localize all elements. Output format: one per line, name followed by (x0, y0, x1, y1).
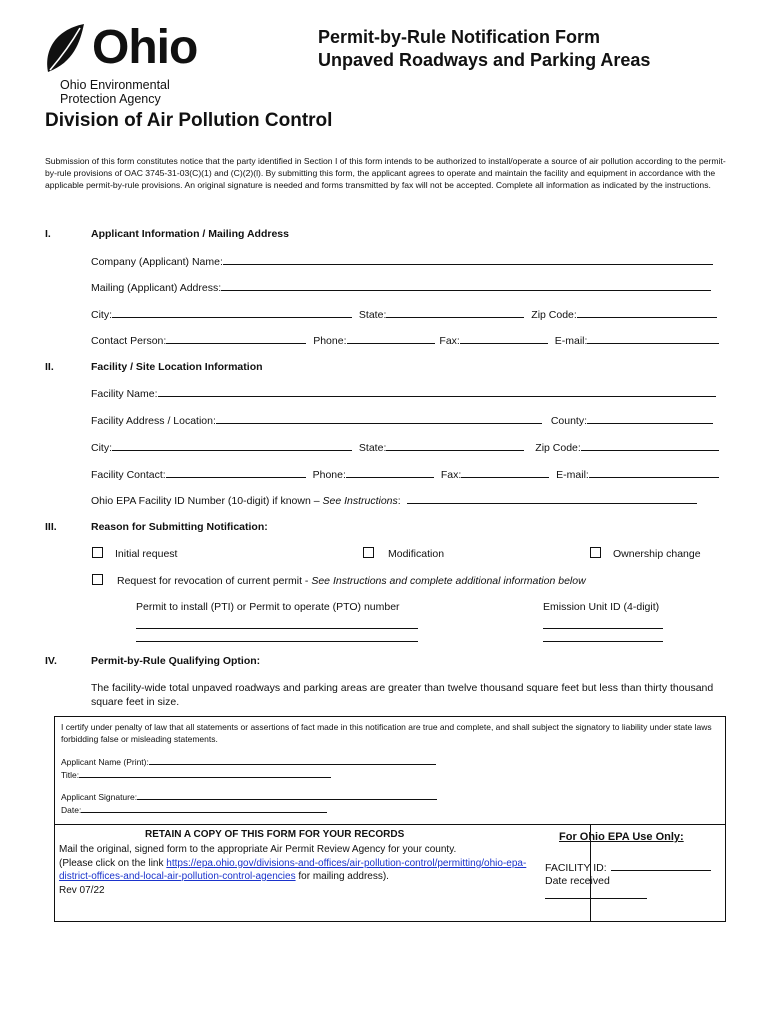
section-2-number: II. (45, 361, 54, 373)
facility-id-colon: : (397, 495, 401, 507)
phone-label: Phone: (313, 335, 347, 347)
section-1-title: Applicant Information / Mailing Address (91, 228, 289, 240)
facility-name-label: Facility Name: (91, 388, 158, 400)
section-4-number: IV. (45, 655, 57, 667)
fax-field[interactable] (460, 334, 548, 344)
emission-unit-label: Emission Unit ID (4-digit) (543, 601, 660, 613)
facility-contact-label: Facility Contact: (91, 469, 166, 481)
division-heading: Division of Air Pollution Control (45, 110, 333, 131)
revocation-label (117, 575, 586, 587)
city-label: City: (91, 309, 112, 321)
date-received-field[interactable] (545, 889, 647, 899)
facility-id-see-instructions: See Instructions (322, 495, 398, 507)
certification-box (54, 716, 726, 824)
mailing-address-label: Mailing (Applicant) Address: (91, 282, 222, 294)
facility-contact-field[interactable] (166, 468, 306, 478)
facility-fax-field[interactable] (461, 468, 549, 478)
signature-field[interactable] (137, 791, 437, 800)
logo-tagline: Ohio Environmental Protection Agency (60, 78, 170, 106)
modification-label: Modification (388, 548, 445, 560)
county-label: County: (550, 415, 588, 427)
retain-line-1: Mail the original, signed form to the appropriate Air Permit Review Agency for your county. (59, 844, 457, 855)
contact-person-field[interactable] (166, 334, 306, 344)
facility-address-field[interactable] (216, 414, 542, 424)
company-name-row (91, 255, 713, 268)
facility-email-field[interactable] (589, 468, 719, 478)
company-name-label: Company (Applicant) Name: (91, 256, 223, 268)
logo-wordmark: Ohio (92, 21, 198, 74)
fax-label: Fax: (439, 335, 460, 347)
intro-paragraph: Submission of this form constitutes notice that the party identified in Section I of this form intends to be authorized to install/operate a source of air pollution according to the permit-by-rule provisions of OAC 3745-31-03(C)(1) and (C)(2)(l). By submitting this form, the applicant agrees to operate and maintain the facility and equipment in accordance with the applicable permit-by-rule provisions. An original signature is needed and forms transmitted by fax will not be accepted. Complete all information as indicated by the instructions. (45, 156, 726, 191)
facility-fax-label: Fax: (440, 469, 462, 481)
section-3-title: Reason for Submitting Notification: (91, 521, 268, 533)
permit-number-field-1[interactable] (136, 619, 418, 629)
applicant-name-label: Applicant Name (Print): (61, 757, 149, 767)
date-label: Date: (61, 804, 82, 815)
permit-number-label: Permit to install (PTI) or Permit to operate (PTO) number (136, 601, 400, 613)
facility-city-label: City: (91, 442, 112, 454)
contact-person-label: Contact Person: (91, 335, 167, 347)
epa-facility-id-row (545, 861, 711, 874)
facility-state-field[interactable] (386, 441, 524, 451)
city-field[interactable] (112, 308, 352, 318)
epa-facility-id-field[interactable] (611, 861, 711, 871)
city-state-zip-row (91, 308, 717, 321)
facility-address-label: Facility Address / Location: (91, 415, 216, 427)
modification-checkbox[interactable] (363, 547, 374, 558)
emission-unit-field-2[interactable] (543, 632, 663, 642)
facility-address-row (91, 414, 713, 427)
email-field[interactable] (587, 334, 719, 344)
facility-email-label: E-mail: (556, 469, 589, 481)
facility-contact-row (91, 468, 719, 481)
contact-row (91, 334, 719, 347)
facility-phone-label: Phone: (312, 469, 346, 481)
revocation-checkbox[interactable] (92, 574, 103, 585)
facility-city-field[interactable] (112, 441, 352, 451)
company-name-field[interactable] (223, 255, 713, 265)
facility-id-label: Ohio EPA Facility ID Number (10-digit) if known – (91, 495, 323, 507)
retain-instructions (59, 843, 527, 897)
date-received-label: Date received (545, 875, 610, 887)
state-field[interactable] (386, 308, 524, 318)
facility-city-row (91, 441, 719, 454)
title-label: Title: (61, 769, 80, 780)
signature-row (61, 791, 719, 804)
signature-label: Applicant Signature: (61, 792, 138, 802)
title-field[interactable] (79, 769, 331, 778)
facility-phone-field[interactable] (346, 468, 434, 478)
facility-zip-label: Zip Code: (535, 442, 581, 454)
mailing-address-row (91, 281, 711, 294)
retain-and-epa-box (54, 824, 726, 922)
mailing-address-field[interactable] (221, 281, 711, 291)
retain-line-2 (59, 857, 527, 884)
applicant-name-row (61, 756, 719, 769)
facility-zip-field[interactable] (581, 441, 719, 451)
title-row (61, 769, 719, 782)
retain-line-2-suffix: for mailing address). (295, 871, 389, 882)
applicant-name-field[interactable] (149, 756, 436, 765)
facility-state-label: State: (358, 442, 387, 454)
county-field[interactable] (587, 414, 713, 424)
zip-field[interactable] (577, 308, 717, 318)
initial-request-checkbox[interactable] (92, 547, 103, 558)
date-row (61, 804, 719, 817)
permit-number-field-2[interactable] (136, 632, 418, 642)
qualifying-option-text: The facility-wide total unpaved roadways and parking areas are greater than twelve thousand square feet but less than thirty thousand square feet in size. (91, 682, 714, 708)
section-4-title: Permit-by-Rule Qualifying Option: (91, 655, 261, 667)
date-field[interactable] (81, 804, 327, 813)
facility-id-field[interactable] (407, 494, 697, 504)
phone-field[interactable] (347, 334, 435, 344)
district-offices-link[interactable]: https://epa.ohio.gov/divisions-and-offices/air-pollution-control/permitting/ohio-epa-district-offices-and-local-air-pollution-control-agencies (59, 857, 527, 882)
revision-label: Rev 07/22 (59, 884, 105, 896)
ownership-change-label: Ownership change (613, 548, 701, 560)
form-title: Permit-by-Rule Notification Form Unpaved Roadways and Parking Areas (318, 27, 651, 70)
facility-name-field[interactable] (158, 387, 716, 397)
facility-id-row (91, 494, 697, 507)
section-2-title: Facility / Site Location Information (91, 361, 263, 373)
zip-label: Zip Code: (531, 309, 577, 321)
epa-facility-id-label: FACILITY ID: (545, 862, 607, 874)
section-3-number: III. (45, 521, 57, 533)
state-label: State: (358, 309, 387, 321)
emission-unit-field-1[interactable] (543, 619, 663, 629)
initial-request-label: Initial request (115, 548, 178, 560)
retain-title: RETAIN A COPY OF THIS FORM FOR YOUR RECORDS (145, 829, 405, 840)
email-label: E-mail: (554, 335, 588, 347)
revocation-note: See Instructions and complete additional information below (311, 575, 586, 587)
facility-name-row (91, 387, 716, 400)
section-1-number: I. (45, 228, 51, 240)
ownership-change-checkbox[interactable] (590, 547, 601, 558)
retain-line-2-prefix: (Please click on the link (59, 857, 167, 869)
certification-text: I certify under penalty of law that all statements or assertions of fact made in this notification are true and complete, and shall subject the signatory to liability under state laws forbidding false or misleading statements. (61, 722, 712, 744)
revocation-text: Request for revocation of current permit - (117, 575, 312, 587)
epa-use-title: For Ohio EPA Use Only: (559, 831, 684, 843)
